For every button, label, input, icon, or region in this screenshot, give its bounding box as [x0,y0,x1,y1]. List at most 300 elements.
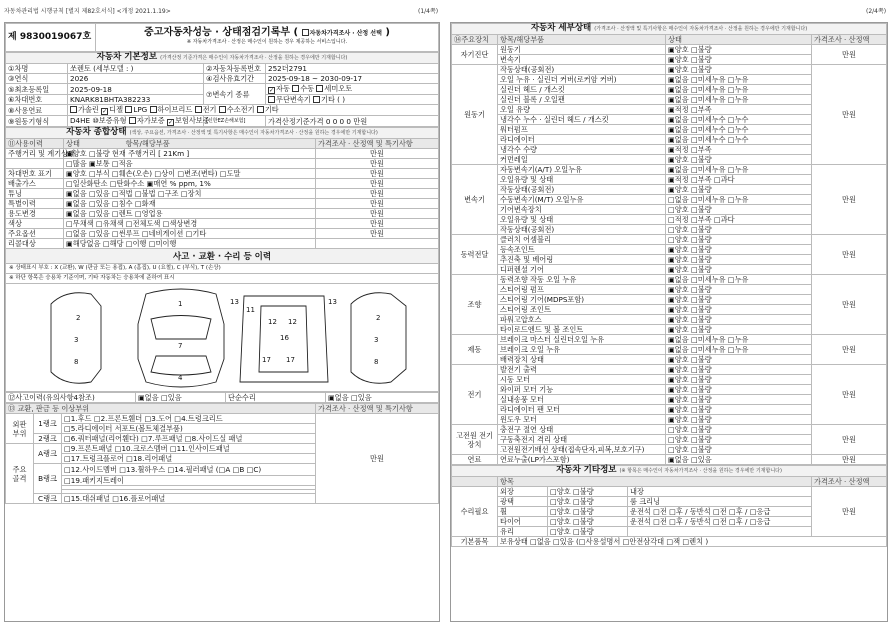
fuel-gasoline-label: 가솔린 [78,105,99,114]
detail-state: ▣양호 □불량 [666,395,812,405]
detail-group-label: 전기 [452,365,498,425]
detail-rows [452,45,887,465]
year-label: ③연식 [6,74,68,84]
detail-item: 실내송풍 모터 [498,395,666,405]
status-row-price: 만원 [316,189,439,199]
detail-item: 커먼레일 [498,155,666,165]
svg-text:1: 1 [178,300,183,308]
other-extra [628,527,812,537]
detail-item: 등속조인트 [498,245,666,255]
svg-text:12: 12 [288,318,297,326]
fuel-other-checkbox[interactable] [257,106,264,113]
accident-title: 사고 · 교환 · 수리 등 이력 [172,252,272,262]
status-row-label: 특별이력 [6,199,64,209]
svg-text:11: 11 [246,306,255,314]
accident-note-2: ※ 하단 항목은 승용차 기준이며, 기타 자동차는 승용차에 준하여 표시 [5,274,439,284]
detail-state: ▣양호 □불량 [666,315,812,325]
fuel-diesel-checkbox[interactable] [101,108,108,115]
overall-status-table [5,127,439,249]
svg-text:8: 8 [374,358,379,366]
warranty-note: [신한EZ손해보험] [204,116,266,127]
detail-state: □양호 □불량 [666,205,812,215]
repair-head-area: ⑬ 교환, 판금 등 이상부위 [6,404,316,414]
rankA-label: A랭크 [34,444,62,464]
detail-state: □양호 □불량 [666,445,812,455]
detail-state: ▣양호 □불량 [666,185,812,195]
repair-head-price: 가격조사 · 산정액 및 특기사항 [316,404,439,414]
status-row [6,219,439,229]
detail-status-table [451,23,887,465]
detail-state: □양호 □불량 [666,435,812,445]
fuel-diesel-label: 디젤 [109,105,124,114]
status-row-value: □없음 □있음 □썬루프 □네비게이션 □기타 [64,229,316,239]
fuel-hydrogen-label: 수소전기 [226,105,255,114]
detail-state: ▣양호 □불량 [666,65,812,75]
svg-text:2: 2 [76,314,81,322]
other-state: □양호 □불량 [548,527,628,537]
detail-item: 윈도우 모터 [498,415,666,425]
trans-semi-label: 세미오토 [324,84,353,93]
detail-price: 만원 [812,235,887,275]
other-info-table [451,465,887,547]
detail-row [452,165,887,175]
detail-status-title: 자동차 세부상태 [530,23,592,33]
rankC-items: □15.대쉬패널 □16.플로어패널 [62,494,316,504]
detail-state: ▣양호 □불량 [666,325,812,335]
detail-item: 수동변속기(M/T) 오일누유 [498,195,666,205]
rankB-items: □12.사이드멤버 □13.휠하우스 □14.필러패널 (□A □B □C) [62,464,316,476]
registration-label: ②자동차등록번호 [204,64,266,74]
status-head-history: ⑪사용이력 [6,139,64,149]
detail-item: 스티어링 펌프 [498,285,666,295]
other-price: 만원 [812,487,887,537]
detail-item: 배력장치 상태 [498,355,666,365]
rank2-items: □6.쿼터패널(리어휀다) □7.루프패널 □8.사이드실 패널 [62,434,316,444]
detail-state: ▣양호 □불량 [666,385,812,395]
detail-item: 브레이크 오일 누유 [498,345,666,355]
detail-state: ▣양호 □불량 [666,55,812,65]
detail-item: 추진축 및 베어링 [498,255,666,265]
status-row [6,159,439,169]
detail-item: 워터펌프 [498,125,666,135]
other-item: 타이어 [498,517,548,527]
detail-group-label: 조향 [452,275,498,335]
detail-price: 만원 [812,455,887,465]
detail-state: □적정 □부족 □과다 [666,215,812,225]
status-row-price: 만원 [316,149,439,159]
detail-group-label: 제동 [452,335,498,365]
trans-other-label: 기타 ( ) [321,95,346,104]
fuel-electric-label: 전기 [202,105,217,114]
svg-text:3: 3 [74,336,79,344]
basic-info-note: (가격산정 기준가격은 매수인이 자동차가격조사 · 산정을 원하는 경우에만 기재합니다) [160,55,348,61]
detail-item: 변속기 [498,55,666,65]
status-row [6,169,439,179]
detail-state: ▣없음 □미세누유 □누유 [666,75,812,85]
detail-state: ▣양호 □불량 [666,155,812,165]
status-row-value: □많음 ▣보통 □적음 [64,159,316,169]
detail-price: 만원 [812,45,887,65]
status-row-label: 리콜대상 [6,239,64,249]
detail-price: 만원 [812,165,887,235]
detail-price: 만원 [812,65,887,165]
basic-info-table [5,52,439,127]
status-row-price: 만원 [316,169,439,179]
status-row-price [316,239,439,249]
status-row-value: ▣양호 □불량 현재 주행거리 [ 21Km ] [64,149,316,159]
car-name-value: 쏘렌토 (세부모델 : ) [68,64,204,74]
detail-group-label: 고전원 전기장치 [452,425,498,455]
status-row-label: 튜닝 [6,189,64,199]
detail-item: 실린더 헤드 / 개스킷 [498,85,666,95]
basic-info-title: 자동차 기본정보 [96,52,158,62]
vehicle-outline-svg [6,284,440,392]
detail-state: ▣없음 □미세누수 □누수 [666,125,812,135]
accident-history-value: ▣없음 □있음 [136,393,226,403]
svg-text:17: 17 [286,356,295,364]
price-service-checkbox[interactable] [302,29,309,36]
detail-state: ▣양호 □불량 [666,355,812,365]
motor-label: ⑨원동기형식 [6,116,68,127]
fuel-hybrid-label: 하이브리드 [157,105,193,114]
detail-row [452,45,887,55]
price-service-label: 자동차가격조사 · 산정 선택 [309,30,382,37]
status-row-label: 주요옵션 [6,229,64,239]
other-state: □양호 □불량 [548,487,628,497]
motor-warranty-cell [68,116,210,127]
first-reg-value: 2025-09-18 [68,84,204,95]
status-row-value: □일산화탄소 □탄화수소 ▣매연 % ppm, 1% [64,179,316,189]
detail-price: 만원 [812,275,887,335]
detail-item: 충전구 절연 상태 [498,425,666,435]
transmission-label: ⑦변속기 종류 [204,84,266,105]
other-item: 유리 [498,527,548,537]
detail-state: ▣없음 □미세누유 □누유 [666,165,812,175]
detail-item: 스티어링 기어(MDPS포함) [498,295,666,305]
warranty-label: ⑩보증유형 [92,116,127,125]
detail-item: 라디에이터 [498,135,666,145]
other-row [452,487,887,497]
warranty-insurer-checkbox[interactable] [167,119,174,126]
trans-auto-label: 자동 [276,84,290,93]
status-head-state-label: 상태 [66,139,80,148]
detail-item: 작동상태(공회전) [498,65,666,75]
detail-item: 원동기 [498,45,666,55]
detail-item: 고전원전기배선 상태(접속단자,피복,보호기구) [498,445,666,455]
price-cell [266,116,439,127]
price-label: 가격산정기준가격 [268,116,324,126]
detail-state: ▣양호 □불량 [666,295,812,305]
other-state: □양호 □불량 [548,497,628,507]
trans-auto-checkbox[interactable] [268,87,275,94]
svg-text:13: 13 [230,298,239,306]
svg-text:7: 7 [178,342,183,350]
outer-panel-label: 외판 부위 [6,414,34,444]
vehicle-diagram [5,284,439,392]
detail-price: 만원 [812,365,887,425]
detail-state: ▣없음 □미세누수 □누수 [666,135,812,145]
title-note: ※ 자동차가격조사 · 산정은 매수인이 원하는 경우 제공하는 서비스입니다. [186,39,348,45]
detail-state: ▣적정 □부족 □과다 [666,175,812,185]
detail-state: ▣적정 □부족 [666,105,812,115]
detail-group-label: 변속기 [452,165,498,235]
detail-row [452,365,887,375]
detail-state: ▣양호 □불량 [666,415,812,425]
status-row-label: 색상 [6,219,64,229]
detail-item: 냉각수 누수 · 실린더 헤드 / 개스킷 [498,115,666,125]
accident-history-table [5,392,439,403]
svg-text:12: 12 [268,318,277,326]
detail-state: ▣없음 □미세누유 □누유 [666,275,812,285]
rank1-items: □1.후드 □2.프론트휀더 □3.도어 □4.트렁크리드 [62,414,316,424]
detail-item: 오일 누유 · 실린더 커버(로커암 커버) [498,75,666,85]
detail-item: 오일유량 및 상태 [498,215,666,225]
detail-group-label: 원동기 [452,65,498,165]
other-item: 휠 [498,507,548,517]
other-extra: 내장 [628,487,812,497]
detail-item: 파워고압호스 [498,315,666,325]
detail-row [452,65,887,75]
rankB-items-2: □19.패키지트레이 [62,476,316,486]
detail-state: ▣없음 □미세누유 □누유 [666,345,812,355]
other-state: □양호 □불량 [548,507,628,517]
rankA-items-2: □17.트렁크플로어 □18.리어패널 [62,454,316,464]
detail-item: 동력조향 작동 오일 누유 [498,275,666,285]
status-row [6,149,439,159]
detail-state: ▣양호 □불량 [666,305,812,315]
simple-repair-label: 단순수리 [226,393,326,403]
fuel-hydrogen-checkbox[interactable] [219,106,226,113]
status-row-price: 만원 [316,199,439,209]
detail-group-label: 동력전달 [452,235,498,275]
detail-row [452,425,887,435]
fuel-gasoline-checkbox[interactable] [70,106,77,113]
status-row-label: 배출가스 [6,179,64,189]
rank1-label: 1랭크 [34,414,62,434]
detail-price: 만원 [812,425,887,455]
detail-item: 발전기 출력 [498,365,666,375]
status-row-label [6,159,64,169]
detail-item: 브레이크 마스터 실린더오일 누유 [498,335,666,345]
rankA-items: □9.프론트패널 □10.크로스멤버 □11.인사이드패널 [62,444,316,454]
status-head-item-label: 항목/해당부품 [125,139,170,148]
detail-state: ▣양호 □불량 [666,45,812,55]
status-row [6,179,439,189]
simple-repair-value: ▣없음 □있음 [326,393,439,403]
document-number: 제 9830019067호 [6,24,96,52]
status-head-state [64,139,316,149]
repair-needed-label: 수리필요 [452,487,498,537]
accident-header [5,249,439,264]
svg-text:16: 16 [280,334,289,342]
basic-items-label: 기본품목 [452,537,498,547]
warranty-self-label: 자가보증 [136,116,165,125]
overall-status-title: 자동차 종합상태 [66,127,127,137]
status-head-price: 가격조사 · 산정액 및 특기사항 [316,139,439,149]
other-item: 광택 [498,497,548,507]
detail-item: 타이로드엔드 및 볼 조인트 [498,325,666,335]
motor-value: D4HE [70,116,91,125]
rear-window-outline [151,356,211,375]
title-block: 제 9830019067호 중고자동차성능 · 상태점검기록부 ( 자동차가격조사 · 산정 선택 ) ※ 자동차가격조사 · 산정은 매수인이 원하는 경우 제공하는 서비스입니다. [5,23,439,52]
basic-items-value: 보유상태 □없음 □있음 (□사용설명서 □안전삼각대 □잭 □렌치 ) [498,537,887,547]
detail-head-item: 항목/해당부품 [498,35,666,45]
rankC-label: C랭크 [34,494,62,504]
detail-row [452,455,887,465]
detail-item: 시동 모터 [498,375,666,385]
status-row [6,229,439,239]
other-info-note: (※ 항목은 매수인이 자동차가격조사 · 산정을 원하는 경우에만 기재합니다) [619,468,782,474]
vin-value: KNARK81BHTA382233 [68,95,204,105]
trans-manual-checkbox[interactable] [292,85,299,92]
detail-row [452,235,887,245]
vin-label: ⑥차대번호 [6,95,68,105]
other-info-title: 자동차 기타정보 [556,465,617,475]
year-value: 2026 [68,74,204,84]
page-number-2: (2/4쪽) [866,8,887,15]
fuel-electric-checkbox[interactable] [195,106,202,113]
fuel-label: ⑧사용연료 [6,105,68,116]
repair-price: 만원 [316,414,439,504]
detail-item: 오일 유량 [498,105,666,115]
right-side-outline [351,293,406,384]
warranty-insurer-label: 보험사보증 [174,116,210,125]
detail-head-state: 상태 [666,35,812,45]
detail-item: 실린더 블록 / 오일팬 [498,95,666,105]
detail-state: ▣적정 □부족 [666,145,812,155]
page-one [4,22,440,622]
detail-state: ▣양호 □불량 [666,365,812,375]
rankB-label: B랭크 [34,464,62,494]
svg-text:2: 2 [376,314,381,322]
detail-row [452,275,887,285]
detail-state: ▣양호 □불량 [666,265,812,275]
status-row-price: 만원 [316,179,439,189]
detail-item: 연료누출(LP가스포함) [498,455,666,465]
other-extra: 룸 크리닝 [628,497,812,507]
detail-item: 클러치 어셈블리 [498,235,666,245]
detail-head-device: ⑭주요장치 [452,35,498,45]
detail-state: □양호 □불량 [666,425,812,435]
status-row-label: 차대번호 표기 [6,169,64,179]
status-row [6,189,439,199]
form-title: 중고자동차성능 · 상태점검기록부 [144,27,291,38]
detail-item: 작동상태(공회전) [498,185,666,195]
status-row [6,209,439,219]
other-head-item: 항목 [498,477,812,487]
status-row-price: 만원 [316,159,439,169]
fuel-lpg-checkbox[interactable] [125,106,132,113]
detail-state: ▣양호 □불량 [666,245,812,255]
main-frame-label: 주요 골격 [6,444,34,504]
status-row-value: ▣양호 □부식 □훼손(오손) □상이 □변조(변타) □도말 [64,169,316,179]
detail-status-note: (가격조사 · 산정액 및 특기사항은 매수인이 자동차가격조사 · 산정을 원하는 경우에만 기재합니다) [594,26,808,32]
svg-text:17: 17 [262,356,271,364]
warranty-self-checkbox[interactable] [129,117,136,124]
svg-text:13: 13 [328,298,337,306]
other-item: 외장 [498,487,548,497]
detail-state: ▣없음 □미세누유 □누유 [666,335,812,345]
detail-item: 라디에이터 팬 모터 [498,405,666,415]
status-rows [6,149,439,249]
detail-item: 와이퍼 모터 기능 [498,385,666,395]
repair-table [5,403,439,504]
detail-item: 스티어링 조인트 [498,305,666,315]
detail-state: ▣양호 □불량 [666,255,812,265]
status-row-value: □무채색 □유채색 □전체도색 □색상변경 [64,219,316,229]
detail-item: 냉각수 수량 [498,145,666,155]
detail-state: ▣없음 □미세누유 □누유 [666,95,812,105]
detail-state: ▣양호 □불량 [666,285,812,295]
detail-state: ▣없음 □미세누유 □누유 [666,85,812,95]
inspection-period-label: ④검사유효기간 [204,74,266,84]
status-row [6,199,439,209]
fuel-hybrid-checkbox[interactable] [150,106,157,113]
trans-other-checkbox[interactable] [313,96,320,103]
form-header: 자동차관리법 시행규칙 [별지 제82호서식] <개정 2021.1.19> [4,8,171,15]
car-name-label: ①차명 [6,64,68,74]
detail-item: 작동상태(공회전) [498,225,666,235]
detail-item: 구동축전지 격리 상태 [498,435,666,445]
status-row-value: ▣없음 □있음 □적법 □불법 □구조 □장치 [64,189,316,199]
status-row-value: ▣없음 □있음 □렌트 □영업용 [64,209,316,219]
accident-note-1: ※ 상태표시 부호 : X (교환), W (판금 또는 용접), A (흠집), U (요철), C (부식), T (손상) [5,264,439,274]
fuel-options [68,105,439,116]
other-state: □양호 □불량 [548,517,628,527]
trans-cvt-label: 무단변속기 [276,95,311,104]
svg-text:3: 3 [374,336,379,344]
trans-cvt-checkbox[interactable] [268,96,275,103]
detail-item: 기어변속장치 [498,205,666,215]
status-row-price: 만원 [316,219,439,229]
detail-state: □양호 □불량 [666,225,812,235]
detail-head-price: 가격조사 · 산정액 [812,35,887,45]
status-row [6,239,439,249]
detail-group-label: 연료 [452,455,498,465]
trans-manual-label: 수동 [300,84,315,93]
detail-state: □없음 □미세누유 □누유 [666,195,812,205]
transmission-options-2 [266,95,439,105]
detail-state: □양호 □불량 [666,235,812,245]
detail-row [452,335,887,345]
page-two [450,22,888,622]
detail-state: ▣없음 □있음 [666,455,812,465]
other-rows [452,487,887,537]
detail-state: ▣없음 □미세누수 □누수 [666,115,812,125]
other-extra: 운전석 □전 □후 / 동반석 □전 □후 / □응급 [628,517,812,527]
windshield-outline [151,316,211,340]
detail-state: ▣양호 □불량 [666,405,812,415]
inspection-period-value: 2025-09-18 ~ 2030-09-17 [266,74,439,84]
status-row-label: 주행거리 및 계기상태 [6,149,64,159]
rank2-label: 2랭크 [34,434,62,444]
page-number-1: (1/4쪽) [418,8,439,15]
overall-status-note: (색상, 주요옵션, 가격조사 · 산정액 및 특기사항은 매수인이 자동차가격조사 · 산정을 원하는 경우에만 기재합니다) [129,130,378,136]
trans-semi-checkbox[interactable] [316,85,323,92]
rank1-items-2: □5.라디에이터 서포트(볼트체결부품) [62,424,316,434]
detail-price: 만원 [812,335,887,365]
other-head-price: 가격조사 · 산정액 [812,477,887,487]
svg-text:8: 8 [74,358,79,366]
fuel-lpg-label: LPG [133,105,148,114]
first-reg-label: ⑤최초등록일 [6,84,68,95]
transmission-options-1 [266,84,439,95]
detail-item: 디퍼렌셜 기어 [498,265,666,275]
status-row-value: ▣해당없음 □해당 □이행 □미이행 [64,239,316,249]
other-extra: 운전석 □전 □후 / 동반석 □전 □후 / □응급 [628,507,812,517]
detail-state: ▣양호 □불량 [666,375,812,385]
fuel-other-label: 기타 [264,105,279,114]
